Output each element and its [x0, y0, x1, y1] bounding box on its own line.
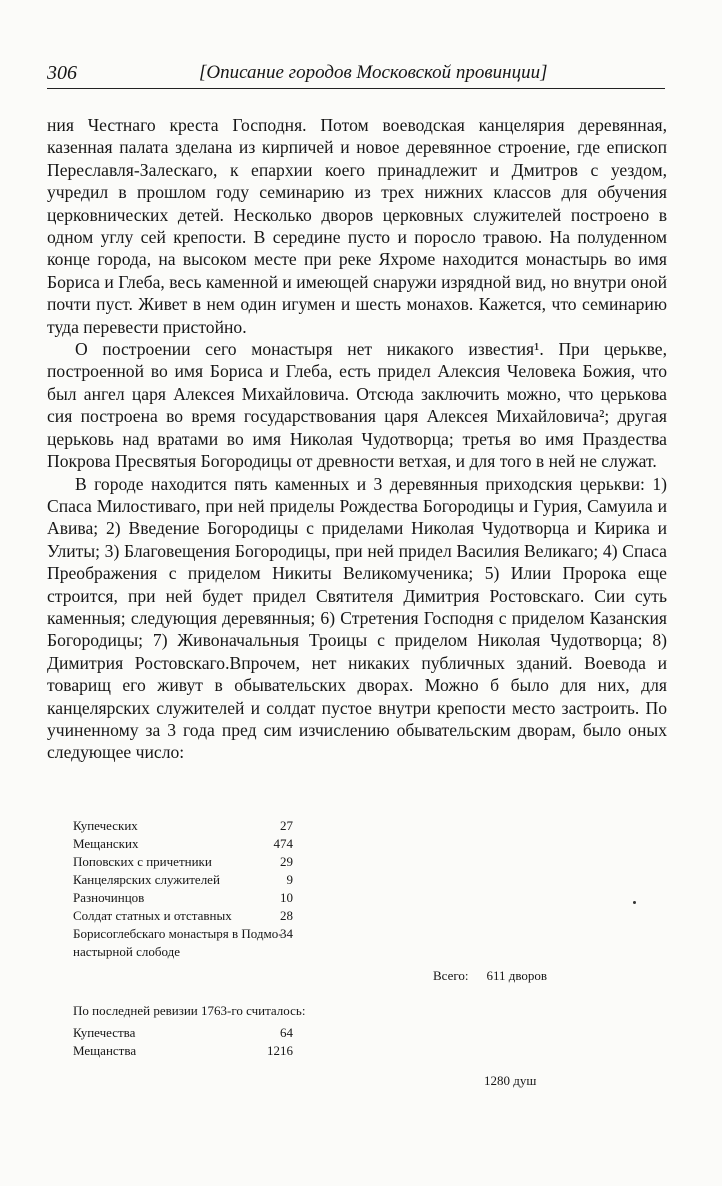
body-text: [47, 114, 667, 764]
paragraph-3: В городе находится пять каменных и 3 деревянныя приходския церькви: 1) Спаса Милостиваго, при ней приделы Рождества Богородицы и Гурия, Самуила и Авива; 2) Введение Богородицы с приделами Николая Чудотворца и Кирика и Улиты; 3) Благовещения Богородицы, при ней придел Василия Великаго; 4) Спаса Преображения с приделом Никиты Великомученика; 5) Илии Пророка еще строится, при ней будет придел Святителя Димитрия Ростовскаго. Сии суть каменныя; следующия деревянныя; 6) Стретения Господня с приделом Казанския Богородицы; 7) Живоначальныя Троицы с приделом Николая Чудотворца; 8) Димитрия Ростовскаго.Впрочем, нет никаких публичных зданий. Воевода и товарищ его живут в обывательских дворах. Можно б было для них, для канцелярских служителей и солдат пустое внутри крепости место застроить. По учиненному за 3 года пред сим изчислению обывательским дворам, было оных следующее число:: [47, 473, 667, 763]
row-label: Мещанства: [73, 1043, 137, 1058]
header-rule: [47, 88, 665, 89]
paragraph-2: О построении сего монастыря нет никакого известия¹. При церькве, построенной во имя Бориса и Глеба, есть придел Алексия Человека Божия, что был ангел царя Алексея Михайловича. Отсюда заключить можно, что церькова сия построена во время государствования царя Алексея Михайловича²; другая церьковь над вратами во имя Николая Чудотворца; третья во имя Праздества Покрова Пресвятыя Богородицы от древности ветхая, и для того в ней не служат.: [47, 339, 667, 472]
row-label: Поповских с причетники: [73, 854, 212, 869]
table-row: [73, 1025, 593, 1042]
table-row: [73, 818, 593, 835]
table-row: [73, 908, 593, 925]
page-number: 306: [47, 62, 77, 84]
row-value: 1216: [267, 1043, 293, 1058]
table-row: [73, 926, 593, 943]
table-row: [73, 854, 593, 871]
row-label: Канцелярских служителей: [73, 872, 220, 887]
table-row: [73, 890, 593, 907]
revision-heading: По последней ревизии 1763-го считалось:: [73, 1003, 306, 1018]
row-value: 64: [280, 1025, 293, 1040]
row-label: Разночинцов: [73, 890, 145, 905]
row-label: Купечества: [73, 1025, 136, 1040]
row-label: Мещанских: [73, 836, 139, 851]
row-value: 474: [273, 836, 293, 851]
row-label: Купеческих: [73, 818, 138, 833]
row-value: 9: [286, 872, 293, 887]
row-value: 29: [280, 854, 293, 869]
total-label: Всего:: [433, 968, 469, 983]
row-value: 28: [280, 908, 293, 923]
running-title: [Описание городов Московской провинции]: [199, 62, 548, 83]
revision-total: 1280 душ: [484, 1073, 537, 1088]
paragraph-1: ния Честнаго креста Господня. Потом воеводская канцелярия деревянная, казенная палата зделана из кирпичей и новое деревянное строение, где епископ Переславля-Залескаго, к епархии коего принадлежит и Дмитров с уездом, учредил в прошлом году семинарию из трех нижних классов для обучения церковнических детей. Несколько дворов церковных служителей построено в одном углу сей крепости. В середине пусто и поросло травою. На полуденном конце города, на высоком месте при реке Яхроме находится монастырь во имя Бориса и Глеба, весь каменной и имеющей снаружи изрядной вид, но внутри оной почти пуст. Живет в нем один игумен и шесть монахов. Кажется, что семинарию туда перевести пристойно.: [47, 115, 667, 337]
table-row: [73, 1043, 593, 1060]
table-row: [73, 872, 593, 889]
row-value: 10: [280, 890, 293, 905]
speck-mark: [633, 901, 636, 904]
row-value: 34: [280, 926, 293, 941]
table-row: [73, 836, 593, 853]
total-value: 611 дворов: [486, 968, 548, 983]
row-label: Борисоглебскаго монастыря в Подмо-: [73, 926, 283, 941]
table-row: [73, 944, 593, 961]
row-label: настырной слободе: [73, 944, 180, 959]
households-total: [433, 968, 547, 984]
page-header: [47, 62, 665, 86]
row-value: 27: [280, 818, 293, 833]
row-label: Солдат статных и отставных: [73, 908, 232, 923]
